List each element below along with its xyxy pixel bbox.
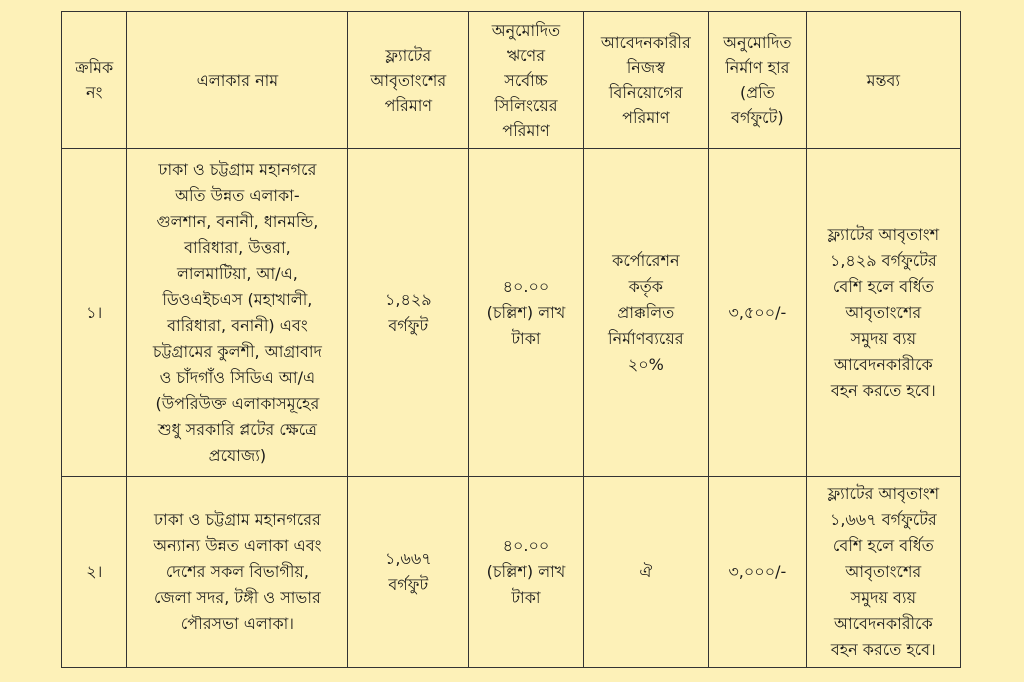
- cell-construction-rate: ৩,৫০০/-: [709, 149, 807, 477]
- cell-own-investment: কর্পোরেশন কর্তৃক প্রাক্কলিত নির্মাণব্যয়ের ২০%: [583, 149, 708, 477]
- table-row: [62, 477, 961, 668]
- cell-flat-size: ১,৪২৯ বর্গফুট: [348, 149, 469, 477]
- cell-remarks: ফ্ল্যাটের আবৃতাংশ ১,৬৬৭ বর্গফুটের বেশি হলে বর্ধিত আবৃতাংশের সমুদয় ব্যয় আবেদনকারীকে বহন করতে হবে।: [806, 477, 960, 668]
- cell-remarks: ফ্ল্যাটের আবৃতাংশ ১,৪২৯ বর্গফুটের বেশি হলে বর্ধিত আবৃতাংশের সমুদয় ব্যয় আবেদনকারীকে বহন করতে হবে।: [806, 149, 960, 477]
- header-flat-size: ফ্ল্যাটের আবৃতাংশের পরিমাণ: [348, 12, 469, 149]
- cell-loan-ceiling: ৪০.০০ (চল্লিশ) লাখ টাকা: [469, 149, 583, 477]
- cell-own-investment: ঐ: [583, 477, 708, 668]
- cell-serial: ১।: [62, 149, 127, 477]
- loan-eligibility-table-container: [61, 11, 961, 668]
- table-header-row: [62, 12, 961, 149]
- cell-flat-size: ১,৬৬৭ বর্গফুট: [348, 477, 469, 668]
- cell-loan-ceiling: ৪০.০০ (চল্লিশ) লাখ টাকা: [469, 477, 583, 668]
- header-area: এলাকার নাম: [127, 12, 348, 149]
- cell-area: ঢাকা ও চট্টগ্রাম মহানগরের অন্যান্য উন্নত এলাকা এবং দেশের সকল বিভাগীয়, জেলা সদর, টঙ্গী ও সাভার পৌরসভা এলাকা।: [127, 477, 348, 668]
- header-loan-ceiling: অনুমোদিত ঋণের সর্বোচ্চ সিলিংয়ের পরিমাণ: [469, 12, 583, 149]
- loan-eligibility-table: [61, 11, 961, 668]
- cell-area: ঢাকা ও চট্টগ্রাম মহানগরে অতি উন্নত এলাকা- গুলশান, বনানী, ধানমন্ডি, বারিধারা, উত্তরা, লালমাটিয়া, আ/এ, ডিওএইচএস (মহাখালী, বারিধারা, বনানী) এবং চট্টগ্রামের কুলশী, আগ্রাবাদ ও চাঁদগাঁও সিডিএ আ/এ (উপরিউক্ত এলাকাসমূহের শুধু সরকারি প্লটের ক্ষেত্রে প্রযোজ্য): [127, 149, 348, 477]
- table-row: [62, 149, 961, 477]
- cell-construction-rate: ৩,০০০/-: [709, 477, 807, 668]
- cell-serial: ২।: [62, 477, 127, 668]
- header-remarks: মন্তব্য: [806, 12, 960, 149]
- header-own-investment: আবেদনকারীর নিজস্ব বিনিয়োগের পরিমাণ: [583, 12, 708, 149]
- header-construction-rate: অনুমোদিত নির্মাণ হার (প্রতি বর্গফুটে): [709, 12, 807, 149]
- header-serial: ক্রমিক নং: [62, 12, 127, 149]
